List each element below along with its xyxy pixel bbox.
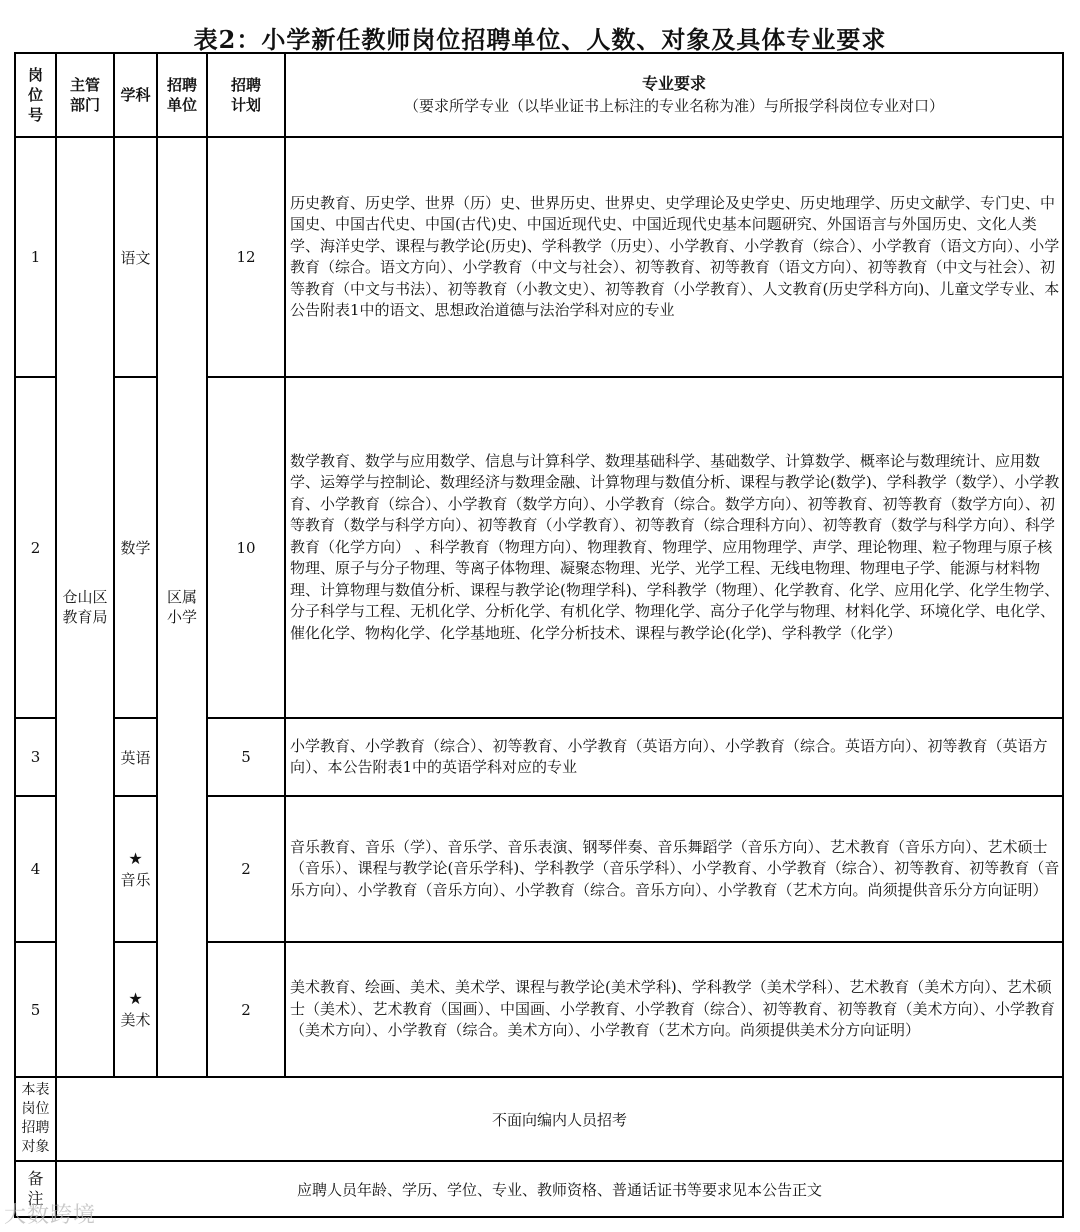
spec-cell: 小学教育、小学教育（综合）、初等教育、小学教育（英语方向）、小学教育（综合。英语方向）、初等教育（英语方向）、本公告附表1中的英语学科对应的专业 bbox=[285, 718, 1063, 796]
recruitment-table bbox=[14, 52, 1064, 1218]
star-icon: ★ bbox=[128, 848, 143, 868]
subject-label: 音乐 bbox=[120, 870, 151, 889]
spec-cell: 历史教育、历史学、世界（历）史、世界历史、世界史、史学理论及史学史、历史地理学、历史文献学、专门史、中国史、中国古代史、中国(古代)史、中国近现代史、中国近现代史基本问题研究、外国语言与外国历史、文化人类学、海洋史学、课程与教学论(历史)、学科教学（历史）、小学教育、小学教育（综合）、小学教育（语文方向）、小学教育（综合。语文方向）、小学教育（中文与社会）、初等教育、初等教育（语文方向）、初等教育（中文与社会）、初等教育（中文与书法）、初等教育（小教文史）、初等教育（小学教育）、人文教育(历史学科方向)、儿童文学专业、本公告附表1中的语文、思想政治道德与法治学科对应的专业 bbox=[285, 137, 1063, 377]
post-no-cell: 2 bbox=[15, 377, 56, 718]
note-row bbox=[15, 1161, 1063, 1217]
spec-cell: 数学教育、数学与应用数学、信息与计算科学、数理基础科学、基础数学、计算数学、概率论与数理统计、应用数学、运筹学与控制论、数理经济与数理金融、计算物理与数值分析、课程与教学论(数学)、学科教学（数学）、小学教育、小学教育（综合）、小学教育（数学方向）、小学教育（综合。数学方向）、初等教育、初等教育（数学方向）、初等教育（数学与科学方向）、初等教育（小学教育）、初等教育（综合理科方向）、初等教育（数学与科学方向）、科学教育（化学方向） 、科学教育（物理方向）、物理教育、物理学、应用物理学、声学、理论物理、粒子物理与原子核物理、原子与分子物理、等离子体物理、凝聚态物理、光学、光学工程、无线电物理、物理电子学、能源与材料物理、计算物理与数值分析、课程与教学论(物理学科)、学科教学（物理）、化学教育、化学、应用化学、化学生物学、分子科学与工程、无机化学、分析化学、有机化学、物理化学、高分子化学与物理、材料化学、环境化学、电化学、催化化学、物构化学、化学基地班、化学分析技术、课程与教学论(化学)、学科教学（化学） bbox=[285, 377, 1063, 718]
subject-cell bbox=[114, 796, 157, 942]
subject-label: 美术 bbox=[120, 1011, 151, 1029]
subject-cell: 数学 bbox=[114, 377, 157, 718]
table-header-row bbox=[15, 53, 1063, 137]
spec-cell: 音乐教育、音乐（学）、音乐学、音乐表演、钢琴伴奏、音乐舞蹈学（音乐方向）、艺术教育（音乐方向）、艺术硕士（音乐）、课程与教学论(音乐学科)、学科教学（音乐学科）、小学教育、小学教育（综合）、初等教育、初等教育（音乐方向）、小学教育（音乐方向）、小学教育（综合。音乐方向）、小学教育（艺术方向。尚须提供音乐分方向证明） bbox=[285, 796, 1063, 942]
header-subject: 学科 bbox=[114, 53, 157, 137]
requirement-title: 专业要求 bbox=[641, 74, 706, 93]
dept-cell: 仓山区 教育局 bbox=[56, 137, 114, 1077]
unit-cell: 区属 小学 bbox=[157, 137, 207, 1077]
header-post-no: 岗 位 号 bbox=[15, 53, 56, 137]
requirement-subtitle: （要求所学专业（以毕业证书上标注的专业名称为准）与所报学科岗位专业对口） bbox=[403, 97, 944, 115]
post-no-cell: 3 bbox=[15, 718, 56, 796]
target-value: 不面向编内人员招考 bbox=[56, 1077, 1063, 1161]
header-dept: 主管 部门 bbox=[56, 53, 114, 137]
header-requirement bbox=[285, 53, 1063, 137]
subject-cell: 英语 bbox=[114, 718, 157, 796]
subject-cell bbox=[114, 942, 157, 1077]
post-no-cell: 5 bbox=[15, 942, 56, 1077]
watermark: 大数跨境 bbox=[4, 1203, 97, 1228]
page-title: 表2：小学新任教师岗位招聘单位、人数、对象及具体专业要求 bbox=[193, 25, 887, 54]
plan-cell: 12 bbox=[207, 137, 285, 377]
post-no-cell: 1 bbox=[15, 137, 56, 377]
star-icon: ★ bbox=[128, 989, 143, 1008]
plan-cell: 10 bbox=[207, 377, 285, 718]
header-plan: 招聘 计划 bbox=[207, 53, 285, 137]
note-label: 备 注 bbox=[15, 1161, 56, 1217]
subject-cell: 语文 bbox=[114, 137, 157, 377]
plan-cell: 2 bbox=[207, 942, 285, 1077]
plan-cell: 2 bbox=[207, 796, 285, 942]
post-no-cell: 4 bbox=[15, 796, 56, 942]
table-row bbox=[15, 137, 1063, 377]
plan-cell: 5 bbox=[207, 718, 285, 796]
spec-cell: 美术教育、绘画、美术、美术学、课程与教学论(美术学科)、学科教学（美术学科）、艺术教育（美术方向）、艺术硕士（美术）、艺术教育（国画）、中国画、小学教育、小学教育（综合）、初等教育、初等教育（美术方向）、小学教育（美术方向）、小学教育（综合。美术方向）、小学教育（艺术方向。尚须提供美术分方向证明） bbox=[285, 942, 1063, 1077]
header-unit: 招聘 单位 bbox=[157, 53, 207, 137]
target-row bbox=[15, 1077, 1063, 1161]
target-label: 本表 岗位 招聘 对象 bbox=[15, 1077, 56, 1161]
note-value: 应聘人员年龄、学历、学位、专业、教师资格、普通话证书等要求见本公告正文 bbox=[56, 1161, 1063, 1217]
